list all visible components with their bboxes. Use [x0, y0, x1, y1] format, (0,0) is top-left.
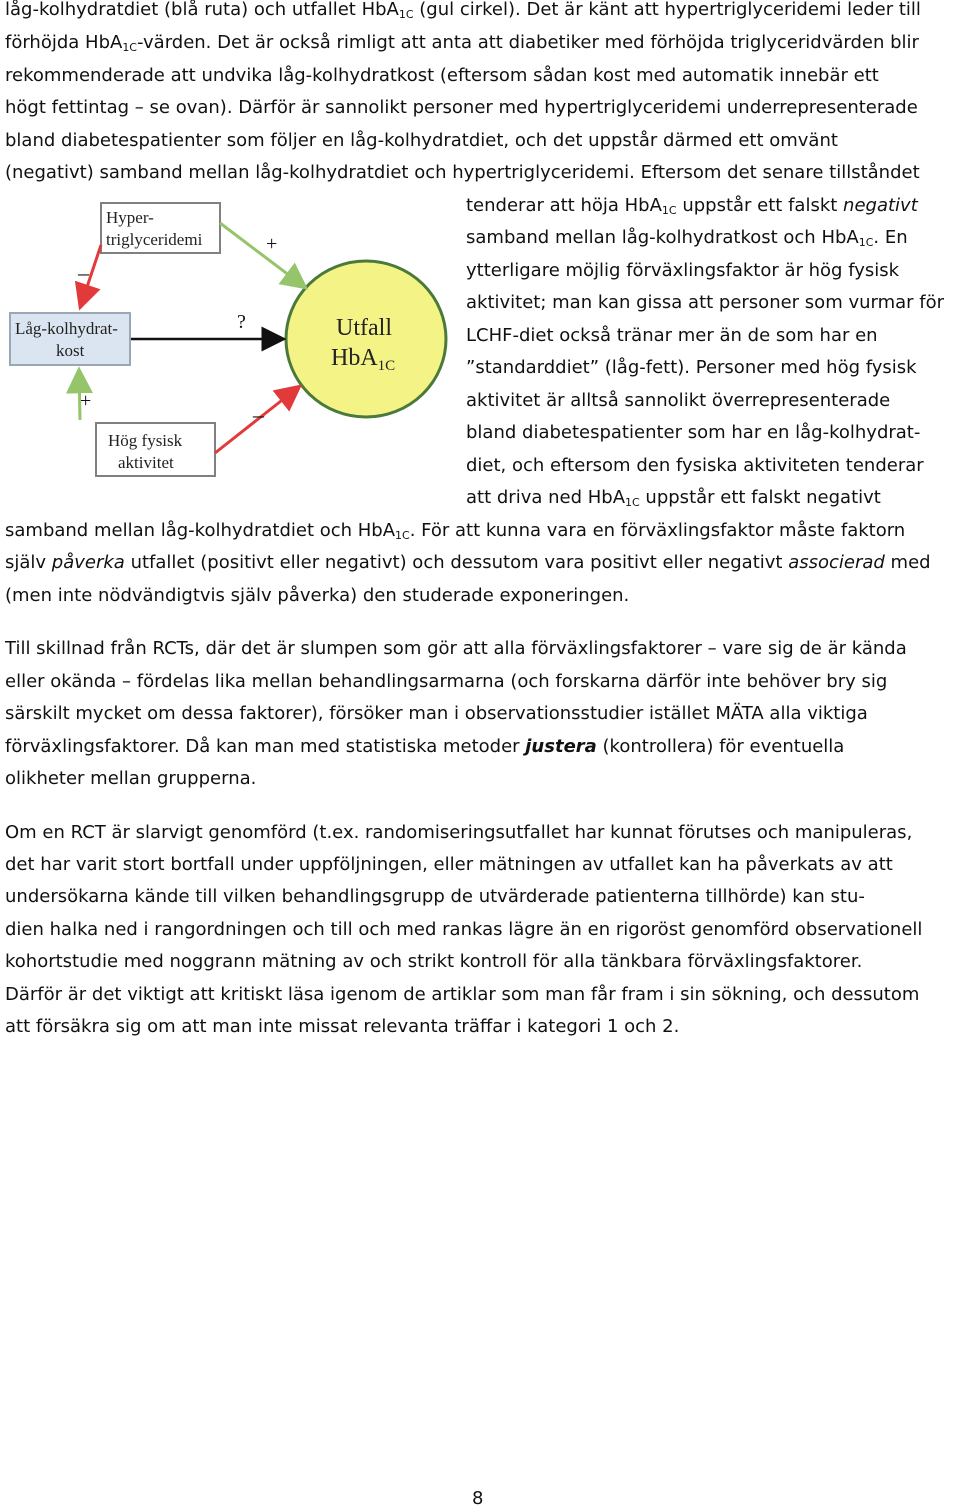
text-line: (negativt) samband mellan låg-kolhydratdiet och hypertriglyceridemi. Eftersom det senare tillståndet — [5, 162, 920, 183]
box-high-physical-activity — [96, 423, 215, 476]
text-line: dien halka ned i rangordningen och till och med rankas lägre än en rigoröst genomförd observationell — [5, 919, 923, 940]
sign-plus-fysisk: + — [80, 390, 92, 412]
text-line: aktivitet är alltså sannolikt överrepresenterade — [466, 390, 891, 411]
outcome-circle — [286, 261, 446, 417]
text-line: bland diabetespatienter som har en låg-kolhydrat- — [466, 422, 921, 443]
sign-plus-hyper: + — [266, 233, 278, 255]
outcome-line1: Utfall — [336, 315, 392, 341]
text-line: låg-kolhydratdiet (blå ruta) och utfallet HbA$_{1C}$ (gul cirkel). Det är känt att hypertriglyceridemi leder till — [5, 0, 921, 21]
text-line: eller okända – fördelas lika mellan behandlingsarmarna (och forskarna därför inte behöver bry sig — [5, 671, 888, 692]
text-line: undersökarna kände till vilken behandlingsgrupp de utvärderade patienterna tillhörde) kan stu- — [5, 886, 865, 907]
text-line: aktivitet; man kan gissa att personer som vurmar för — [466, 292, 945, 313]
text-line: Därför är det viktigt att kritiskt läsa igenom de artiklar som man får fram i sin sökning, och dessutom — [5, 984, 920, 1005]
text-line: det har varit stort bortfall under uppföljningen, eller mätningen av utfallet kan ha påverkats av att — [5, 854, 893, 875]
outcome-line2: HbA$_{1C}$ — [331, 345, 396, 374]
text-line: rekommenderade att undvika låg-kolhydratkost (eftersom sådan kost med automatik innebär ett — [5, 65, 879, 86]
box-fysisk-line1: Hög fysisk — [108, 431, 183, 450]
text-line: själv påverka utfallet (positivt eller negativt) och dessutom vara positivt eller negativt associerad med — [5, 552, 931, 573]
box-hyper-line1: Hyper- — [106, 208, 154, 227]
text-line: samband mellan låg-kolhydratkost och HbA$_{1C}$. En — [466, 227, 908, 249]
box-diet-line2: kost — [56, 341, 85, 360]
text-line: olikheter mellan grupperna. — [5, 768, 257, 789]
text-line: att driva ned HbA$_{1C}$ uppstår ett falskt negativt — [466, 487, 881, 509]
text-line: diet, och eftersom den fysiska aktiviteten tenderar — [466, 455, 924, 476]
arrow-hyper-to-outcome — [220, 223, 306, 288]
text-line: samband mellan låg-kolhydratdiet och HbA$_{1C}$. För att kunna vara en förväxlingsfaktor måste faktorn — [5, 520, 906, 542]
box-diet-line1: Låg-kolhydrat- — [15, 319, 118, 338]
confounder-diagram — [0, 195, 462, 495]
text-line: bland diabetespatienter som följer en låg-kolhydratdiet, och det uppstår därmed ett omvänt — [5, 130, 838, 151]
text-line: Till skillnad från RCTs, där det är slumpen som gör att alla förväxlingsfaktorer – vare sig de är kända — [5, 638, 907, 659]
text-line: LCHF-diet också tränar mer än de som har en — [466, 325, 878, 346]
sign-minus-fysisk: – — [253, 402, 264, 427]
text-line: att försäkra sig om att man inte missat relevanta träffar i kategori 1 och 2. — [5, 1016, 680, 1037]
page-number: 8 — [472, 1488, 484, 1509]
text-line: kohortstudie med noggrann mätning av och strikt kontroll för alla tänkbara förväxlingsfaktorer. — [5, 951, 863, 972]
box-hyper-line2: triglyceridemi — [106, 230, 203, 249]
sign-minus-hyper: – — [78, 260, 89, 285]
text-line: tenderar att höja HbA$_{1C}$ uppstår ett falskt negativt — [466, 195, 918, 217]
text-line: särskilt mycket om dessa faktorer), försöker man i observationsstudier istället MÄTA alla viktiga — [5, 703, 868, 724]
text-line: högt fettintag – se ovan). Därför är sannolikt personer med hypertriglyceridemi underrepresenterade — [5, 97, 918, 118]
text-line: ”standarddiet” (låg-fett). Personer med hög fysisk — [466, 357, 917, 378]
text-line: Om en RCT är slarvigt genomförd (t.ex. randomiseringsutfallet har kunnat förutses och manipuleras, — [5, 822, 913, 843]
question-mark: ? — [237, 311, 246, 333]
text-line: förhöjda HbA$_{1C}$-värden. Det är också rimligt att anta att diabetiker med förhöjda triglyceridvärden blir — [5, 32, 919, 54]
text-line: förväxlingsfaktorer. Då kan man med statistiska metoder justera (kontrollera) för eventuella — [5, 736, 845, 757]
box-hypertriglyceridemi — [101, 203, 220, 253]
text-line: ytterligare möjlig förväxlingsfaktor är hög fysisk — [466, 260, 900, 281]
text-line: (men inte nödvändigtvis själv påverka) den studerade exponeringen. — [5, 585, 630, 606]
box-low-carb-diet — [10, 313, 130, 365]
box-fysisk-line2: aktivitet — [118, 453, 174, 472]
